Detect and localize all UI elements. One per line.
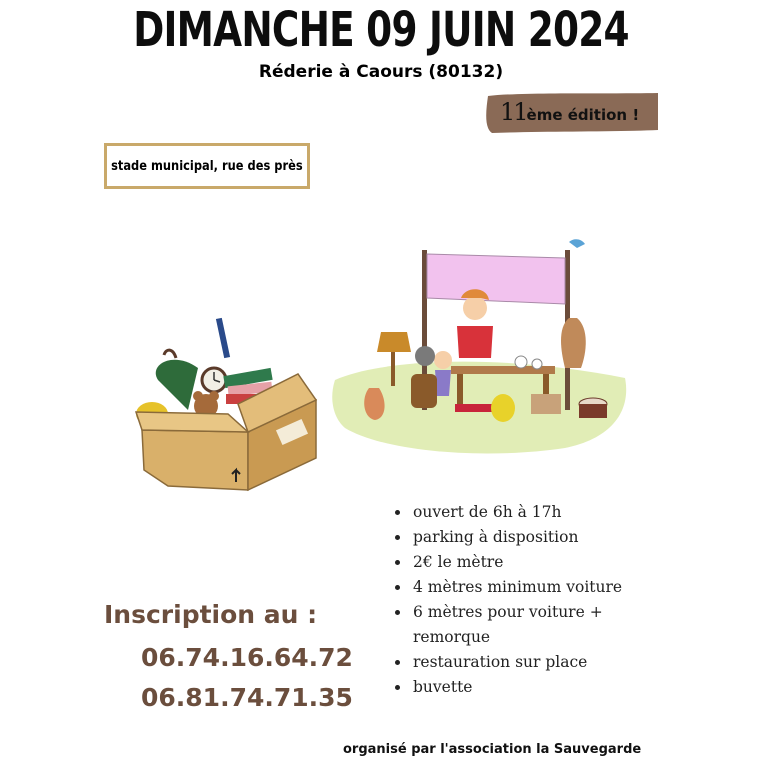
- features-list: [393, 500, 671, 700]
- phone-number-2: 06.81.74.71.35: [141, 683, 353, 712]
- feature-item-parking: • parking à disposition: [411, 525, 671, 550]
- feature-item-bar: • buvette: [411, 675, 671, 700]
- edition-text: [500, 98, 639, 126]
- feature-item-price: • 2€ le mètre: [411, 550, 671, 575]
- venue-address: stade municipal, rue des près: [111, 158, 303, 174]
- market-stand-illustration: [325, 228, 635, 458]
- event-title: DIMANCHE 09 JUIN 2024: [133, 2, 629, 58]
- box-of-items-illustration: [128, 310, 320, 492]
- registration-label: Inscription au :: [104, 600, 318, 629]
- organizer-credit: organisé par l'association la Sauvegarde: [343, 742, 642, 757]
- phone-number-1: 06.74.16.64.72: [141, 643, 353, 672]
- event-subtitle: Réderie à Caours (80132): [258, 62, 504, 82]
- edition-number: 11: [500, 98, 527, 126]
- feature-item-minimum-car: • 4 mètres minimum voiture: [411, 575, 671, 600]
- feature-item-hours: • ouvert de 6h à 17h: [411, 500, 671, 525]
- edition-suffix: ème édition !: [526, 106, 640, 124]
- feature-item-food: • restauration sur place: [411, 650, 671, 675]
- edition-badge: [482, 90, 659, 134]
- venue-box: [104, 143, 310, 189]
- feature-item-car-trailer: • 6 mètres pour voiture + remorque: [411, 600, 671, 650]
